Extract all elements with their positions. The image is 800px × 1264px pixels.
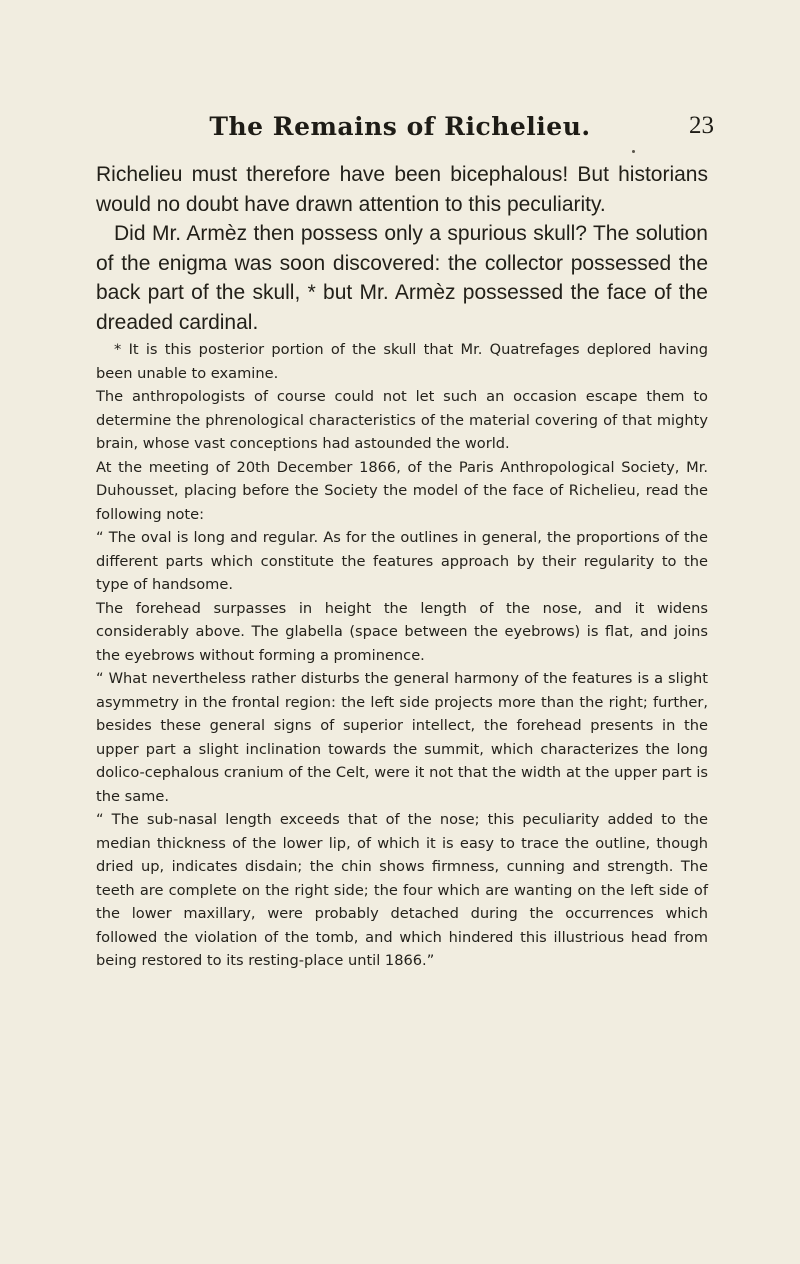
footnote-paragraph: At the meeting of 20th December 1866, of the Paris Anthropological Society, Mr. Duhousset, placing before the Society the model of the face of Richelieu, read the following note: [96, 458, 708, 523]
page-number: 23 [689, 112, 714, 139]
footnote-quote-paragraph: “ The oval is long and regular. As for the outlines in general, the proportions of the different parts which constitute the features approach by their regularity to the type of handsome. [96, 529, 708, 593]
running-title: The Remains of Richelieu. [209, 112, 591, 141]
footnote-quote-paragraph: “ The sub-nasal length exceeds that of the nose; this peculiarity added to the median thickness of the lower lip, of which it is easy to trace the outline, though dried up, indicates disdain; the chin shows firmness, cunning and strength. The teeth are complete on the right side; the four which are wanting on the left side of the lower maxillary, were probably detached during the occurrences which followed the violation of the tomb, and which hindered this illustrious head from being restored to its resting-place until 1866.” [96, 811, 708, 969]
footnote-quote-paragraph: “ What nevertheless rather disturbs the general harmony of the features is a slight asymmetry in the frontal region: the left side projects more than the right; further, besides these general signs of superior intellect, the forehead presents in the upper part a slight inclination towards the summit, which characterizes the long dolico-cephalous cranium of the Celt, were it not that the width at the upper part is the same. [96, 670, 708, 805]
footnote-paragraph: The anthropologists of course could not let such an occasion escape them to determine the phrenological characteristics of the material covering of that mighty brain, whose vast conceptions had astounded the world. [96, 388, 708, 452]
running-head [0, 112, 800, 152]
footnote-quote-paragraph: The forehead surpasses in height the length of the nose, and it widens considerably above. The glabella (space between the eyebrows) is flat, and joins the eyebrows without forming a prominence. [96, 599, 708, 664]
footnote: * It is this posterior portion of the skull that Mr. Quatrefages deplored having been unable to examine. [96, 341, 708, 382]
text-column [96, 160, 708, 973]
body-paragraph: Did Mr. Armèz then possess only a spurious skull? The solution of the enigma was soon discovered: the collector possessed the back part of the skull, * but Mr. Armèz possessed the face of the dreaded cardinal. [96, 222, 708, 334]
ink-speck [632, 150, 635, 153]
body-paragraph: Richelieu must therefore have been bicephalous! But historians would no doubt have drawn attention to this peculiarity. [96, 163, 708, 216]
